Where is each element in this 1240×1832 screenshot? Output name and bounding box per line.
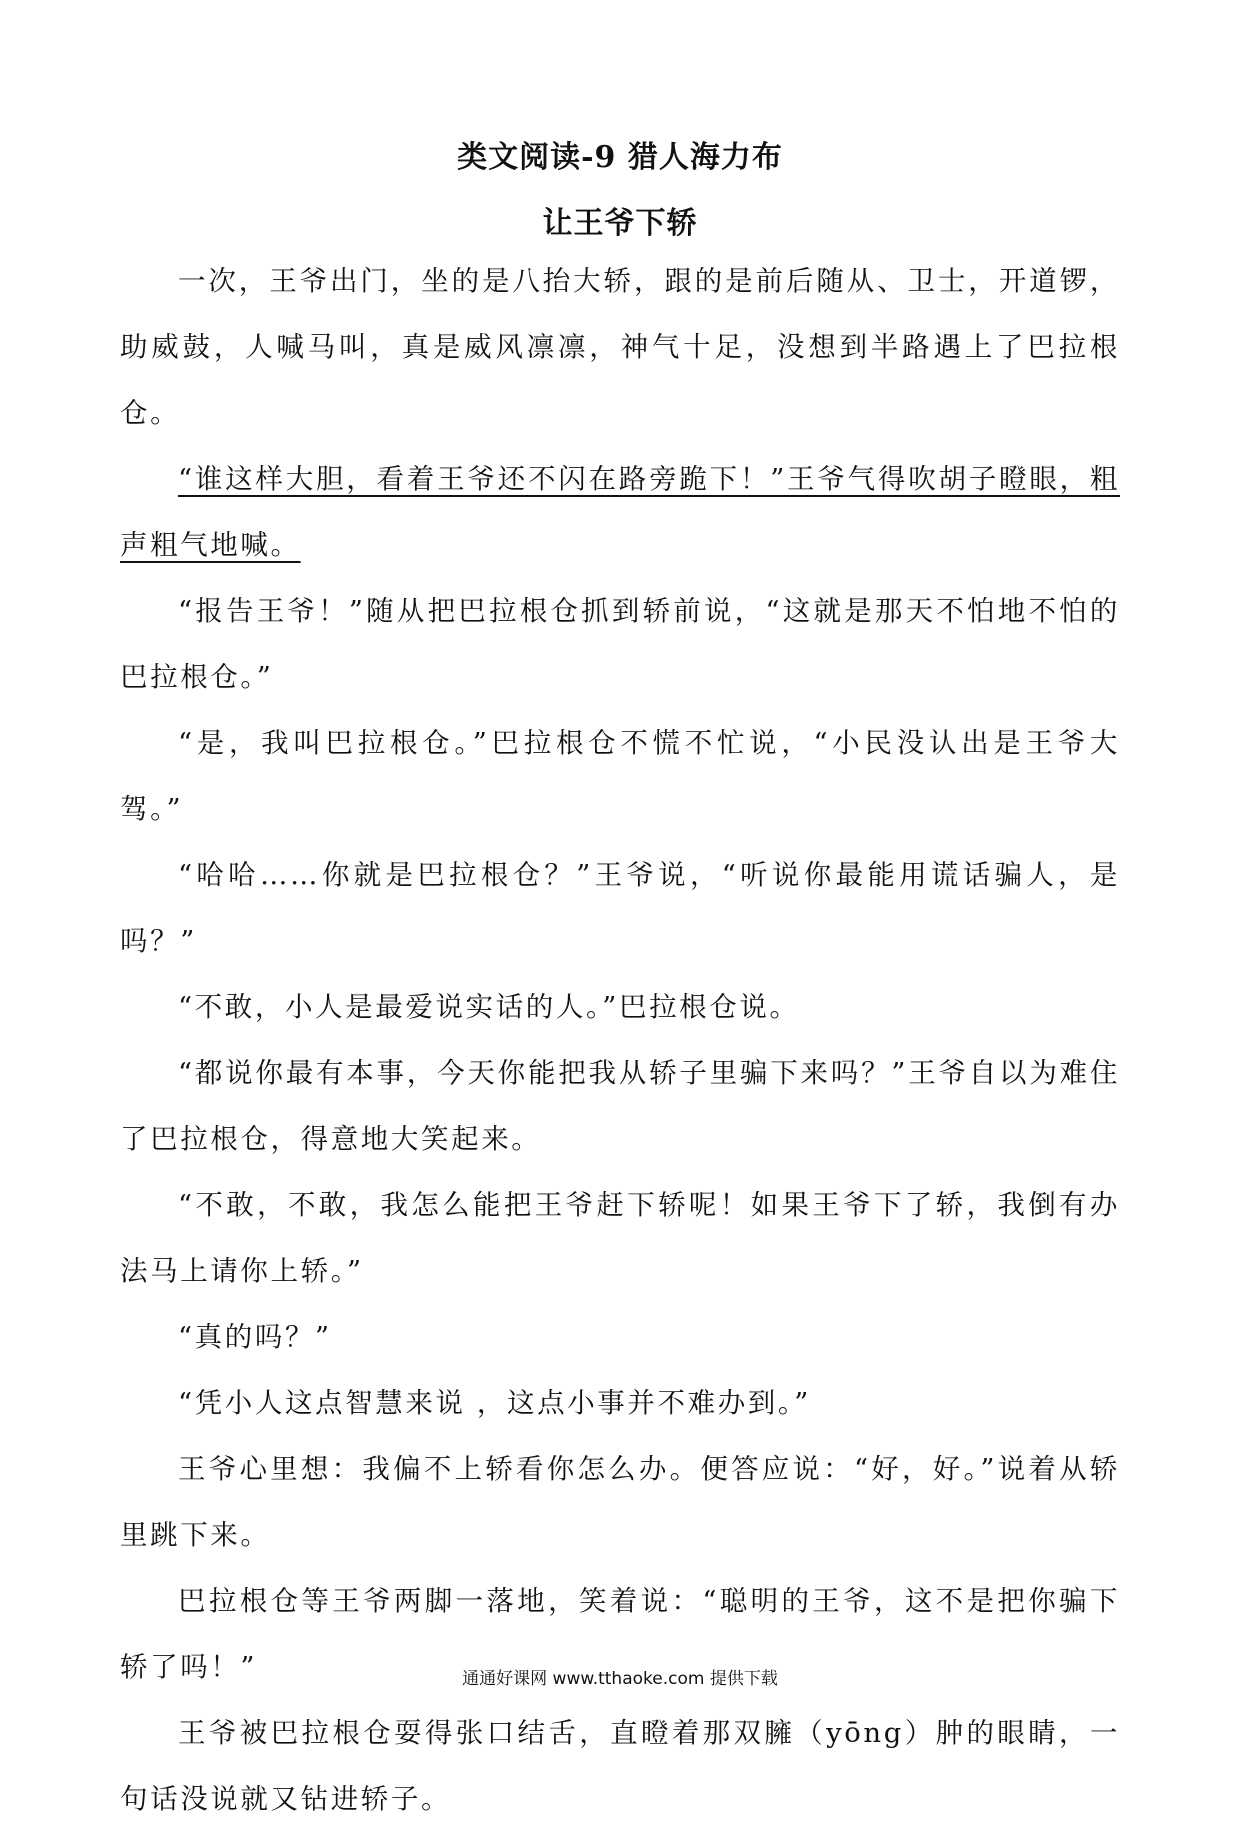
paragraph-4: “是，我叫巴拉根仓。”巴拉根仓不慌不忙说，“小民没认出是王爷大驾。” <box>120 727 1120 825</box>
story-title: 让王爷下轿 <box>542 206 698 241</box>
document-title: 类文阅读-9 猎人海力布 <box>457 140 783 175</box>
paragraph-9: “真的吗？” <box>178 1321 332 1353</box>
paragraph-11: 王爷心里想：我偏不上轿看你怎么办。便答应说：“好，好。”说着从轿里跳下来。 <box>120 1453 1120 1551</box>
paragraph-6: “不敢，小人是最爱说实话的人。”巴拉根仓说。 <box>178 991 800 1023</box>
story-body <box>120 248 1120 1832</box>
paragraph-13: 王爷被巴拉根仓耍得张口结舌，直瞪着那双臃（yōng）肿的眼睛，一句话没说就又钻进轿子。 <box>120 1717 1120 1815</box>
paragraph-5: “哈哈……你就是巴拉根仓？”王爷说，“听说你最能用谎话骗人，是吗？” <box>120 859 1120 957</box>
paragraph-12: 巴拉根仓等王爷两脚一落地，笑着说：“聪明的王爷，这不是把你骗下轿了吗！” <box>120 1585 1120 1683</box>
paragraph-3: “报告王爷！”随从把巴拉根仓抓到轿前说，“这就是那天不怕地不怕的巴拉根仓。” <box>120 595 1120 693</box>
paragraph-2-underlined <box>120 446 1120 578</box>
underlined-sentence: “谁这样大胆，看着王爷还不闪在路旁跪下！”王爷气得吹胡子瞪眼，粗声粗气地喊。 <box>120 463 1120 561</box>
paragraph-1: 一次，王爷出门，坐的是八抬大轿，跟的是前后随从、卫士，开道锣，助威鼓，人喊马叫，真是威风凛凛，神气十足，没想到半路遇上了巴拉根仓。 <box>120 265 1120 429</box>
paragraph-8: “不敢，不敢，我怎么能把王爷赶下轿呢！如果王爷下了轿，我倒有办法马上请你上轿。” <box>120 1189 1120 1287</box>
paragraph-7: “都说你最有本事，今天你能把我从轿子里骗下来吗？”王爷自以为难住了巴拉根仓，得意地大笑起来。 <box>120 1057 1120 1155</box>
download-footer: 通通好课网 www.tthaoke.com 提供下载 <box>462 1669 778 1689</box>
paragraph-10: “凭小人这点智慧来说 ，这点小事并不难办到。” <box>178 1387 811 1419</box>
